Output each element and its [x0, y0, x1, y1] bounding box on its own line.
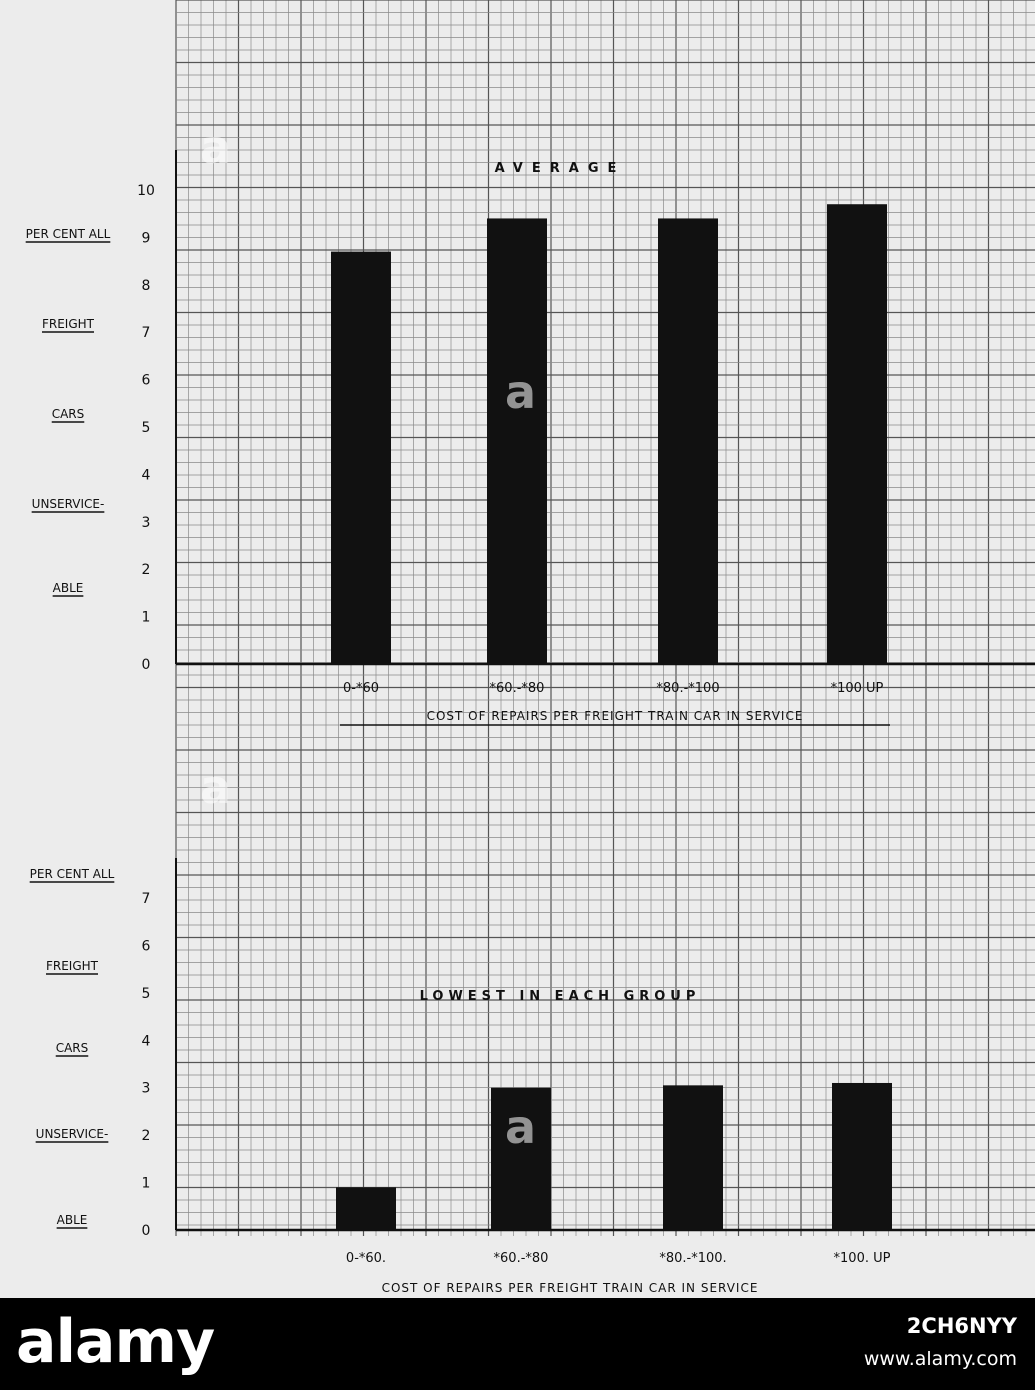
- y-tick-label: 1: [141, 1175, 151, 1192]
- x-tick-label: *80.-*100: [656, 681, 720, 696]
- watermark-stamp: a: [505, 365, 537, 419]
- y-axis-label: UNSERVICE-: [35, 1127, 109, 1141]
- chart-2: [176, 858, 1035, 1230]
- y-axis-label: PER CENT ALL: [29, 867, 115, 881]
- y-axis-label: ABLE: [52, 581, 84, 595]
- x-axis-label: COST OF REPAIRS PER FREIGHT TRAIN CAR IN SERVICE: [426, 709, 804, 723]
- bar-3: [663, 1085, 723, 1230]
- chart-title: LOWEST IN EACH GROUP: [419, 989, 701, 1004]
- y-tick-label: 0: [141, 1223, 151, 1239]
- x-tick-label: *100. UP: [833, 1251, 891, 1266]
- grid-lines: [176, 0, 1035, 1236]
- y-tick-label: 3: [141, 514, 151, 531]
- bar-1: [336, 1187, 396, 1230]
- y-tick-label: 7: [141, 891, 151, 907]
- y-tick-label: 5: [141, 420, 151, 436]
- watermark-stamp: a: [200, 120, 232, 174]
- y-axis-label: FREIGHT: [41, 317, 95, 331]
- y-tick-label: 5: [141, 985, 151, 1002]
- bar-1: [331, 252, 391, 664]
- watermark-stamp: a: [200, 760, 232, 814]
- y-tick-label: 4: [141, 467, 151, 484]
- y-tick-label: 9: [141, 230, 151, 247]
- y-axis-label: PER CENT ALL: [25, 227, 111, 241]
- y-tick-label: 1: [141, 609, 151, 626]
- watermark-url: www.alamy.com: [863, 1348, 1017, 1370]
- y-tick-label: 0: [141, 657, 151, 673]
- y-tick-label: 2: [141, 562, 151, 579]
- x-tick-label: *80.-*100.: [659, 1251, 727, 1266]
- y-axis-label: UNSERVICE-: [31, 497, 105, 511]
- y-tick-label: 4: [141, 1033, 151, 1050]
- chart-title: AVERAGE: [494, 161, 626, 176]
- x-tick-label: 0-*60.: [345, 1251, 387, 1266]
- bar-4: [832, 1083, 892, 1230]
- y-axis-label: FREIGHT: [45, 959, 99, 973]
- y-tick-label: 6: [141, 938, 151, 955]
- y-tick-label: 10: [137, 183, 155, 199]
- x-tick-label: *60.-*80: [493, 1251, 549, 1266]
- bar-3: [658, 218, 718, 664]
- y-tick-label: 3: [141, 1080, 151, 1097]
- bar-4: [827, 204, 887, 664]
- bar-2: [487, 218, 547, 664]
- watermark-stamp: a: [505, 1100, 537, 1154]
- y-tick-label: 8: [141, 277, 151, 294]
- y-tick-label: 6: [141, 372, 151, 389]
- y-tick-label: 2: [141, 1128, 151, 1145]
- x-tick-label: 0-*60: [342, 681, 380, 696]
- x-tick-label: *100 UP: [830, 681, 884, 696]
- y-tick-label: 7: [141, 325, 151, 342]
- image-id: 2CH6NYY: [906, 1314, 1017, 1338]
- x-tick-label: *60.-*80: [489, 681, 545, 696]
- y-axis-label: ABLE: [56, 1213, 88, 1227]
- x-axis-label: COST OF REPAIRS PER FREIGHT TRAIN CAR IN SERVICE: [381, 1281, 759, 1295]
- alamy-logo: alamy: [16, 1307, 215, 1377]
- y-axis-label: CARS: [51, 407, 85, 421]
- y-axis-label: CARS: [55, 1041, 89, 1055]
